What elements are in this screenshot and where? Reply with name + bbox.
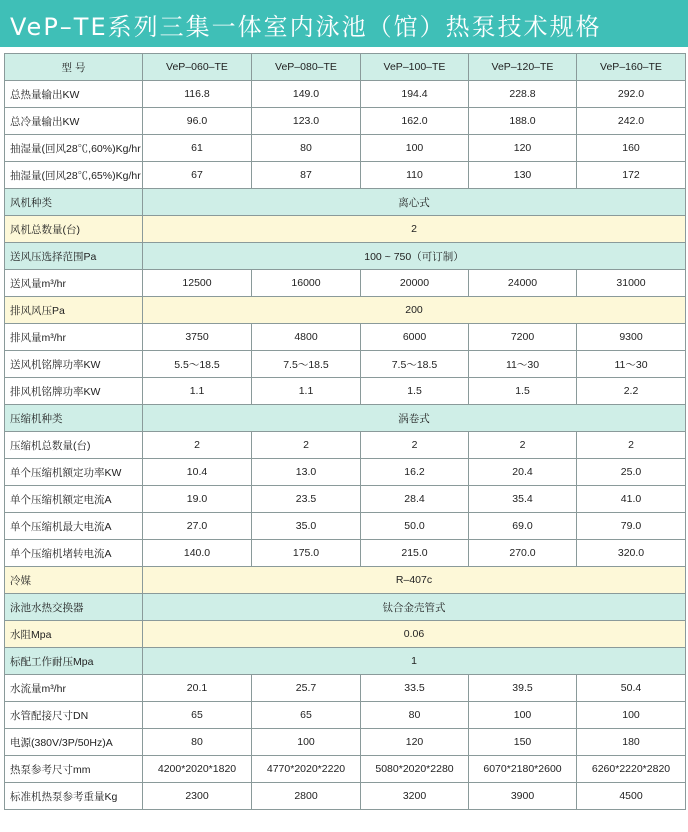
header-model-cell: VeP–160–TE <box>577 54 686 81</box>
value-cell: 2.2 <box>577 378 686 405</box>
merged-value-cell: 100 ~ 750（可订制） <box>143 243 686 270</box>
value-cell: 320.0 <box>577 540 686 567</box>
row-label-cell: 风机总数量(台) <box>5 216 143 243</box>
merged-value-cell: R–407c <box>143 567 686 594</box>
value-cell: 100 <box>361 135 469 162</box>
merged-value-cell: 离心式 <box>143 189 686 216</box>
value-cell: 23.5 <box>252 486 361 513</box>
value-cell: 100 <box>577 702 686 729</box>
row-label-cell: 排风量m³/hr <box>5 324 143 351</box>
value-cell: 116.8 <box>143 81 252 108</box>
row-label-cell: 总冷量输出KW <box>5 108 143 135</box>
spec-table-body <box>5 54 686 810</box>
value-cell: 28.4 <box>361 486 469 513</box>
value-cell: 188.0 <box>469 108 577 135</box>
table-row <box>5 459 686 486</box>
table-row <box>5 729 686 756</box>
row-label-cell: 压缩机种类 <box>5 405 143 432</box>
row-label-cell: 泳池水热交换器 <box>5 594 143 621</box>
value-cell: 4800 <box>252 324 361 351</box>
value-cell: 242.0 <box>577 108 686 135</box>
table-row <box>5 405 686 432</box>
value-cell: 5.5～18.5 <box>143 351 252 378</box>
value-cell: 65 <box>143 702 252 729</box>
value-cell: 4200*2020*1820 <box>143 756 252 783</box>
row-label-cell: 压缩机总数量(台) <box>5 432 143 459</box>
row-label-cell: 排风风压Pa <box>5 297 143 324</box>
table-row <box>5 648 686 675</box>
value-cell: 270.0 <box>469 540 577 567</box>
value-cell: 120 <box>469 135 577 162</box>
row-label-cell: 水阻Mpa <box>5 621 143 648</box>
value-cell: 215.0 <box>361 540 469 567</box>
value-cell: 130 <box>469 162 577 189</box>
value-cell: 20.1 <box>143 675 252 702</box>
table-row <box>5 567 686 594</box>
row-label-cell: 单个压缩机额定功率KW <box>5 459 143 486</box>
table-row <box>5 351 686 378</box>
row-label-cell: 抽湿量(回风28℃,65%)Kg/hr <box>5 162 143 189</box>
value-cell: 87 <box>252 162 361 189</box>
value-cell: 7.5～18.5 <box>361 351 469 378</box>
value-cell: 2 <box>577 432 686 459</box>
value-cell: 1.1 <box>252 378 361 405</box>
table-header-row <box>5 54 686 81</box>
value-cell: 16000 <box>252 270 361 297</box>
value-cell: 2300 <box>143 783 252 810</box>
row-label-cell: 单个压缩机额定电流A <box>5 486 143 513</box>
table-row <box>5 378 686 405</box>
row-label-cell: 热泵参考尺寸mm <box>5 756 143 783</box>
merged-value-cell: 0.06 <box>143 621 686 648</box>
value-cell: 6070*2180*2600 <box>469 756 577 783</box>
value-cell: 2 <box>469 432 577 459</box>
row-label-cell: 电源(380V/3P/50Hz)A <box>5 729 143 756</box>
value-cell: 24000 <box>469 270 577 297</box>
row-label-cell: 标配工作耐压Mpa <box>5 648 143 675</box>
value-cell: 2 <box>361 432 469 459</box>
merged-value-cell: 1 <box>143 648 686 675</box>
value-cell: 69.0 <box>469 513 577 540</box>
value-cell: 2 <box>252 432 361 459</box>
value-cell: 140.0 <box>143 540 252 567</box>
merged-value-cell: 涡卷式 <box>143 405 686 432</box>
row-label-cell: 送风机铭牌功率KW <box>5 351 143 378</box>
value-cell: 19.0 <box>143 486 252 513</box>
table-row <box>5 324 686 351</box>
table-row <box>5 486 686 513</box>
value-cell: 7.5～18.5 <box>252 351 361 378</box>
value-cell: 31000 <box>577 270 686 297</box>
value-cell: 25.0 <box>577 459 686 486</box>
header-label-cell: 型 号 <box>5 54 143 81</box>
value-cell: 292.0 <box>577 81 686 108</box>
row-label-cell: 标准机热泵参考重量Kg <box>5 783 143 810</box>
table-row <box>5 297 686 324</box>
value-cell: 175.0 <box>252 540 361 567</box>
table-row <box>5 216 686 243</box>
value-cell: 3900 <box>469 783 577 810</box>
value-cell: 80 <box>252 135 361 162</box>
value-cell: 65 <box>252 702 361 729</box>
table-row <box>5 189 686 216</box>
value-cell: 80 <box>361 702 469 729</box>
value-cell: 6000 <box>361 324 469 351</box>
value-cell: 80 <box>143 729 252 756</box>
value-cell: 20.4 <box>469 459 577 486</box>
value-cell: 2800 <box>252 783 361 810</box>
value-cell: 11～30 <box>577 351 686 378</box>
row-label-cell: 单个压缩机最大电流A <box>5 513 143 540</box>
value-cell: 7200 <box>469 324 577 351</box>
header-model-cell: VeP–080–TE <box>252 54 361 81</box>
page-title: VeP–TE系列三集一体室内泳池（馆）热泵技术规格 <box>10 13 602 41</box>
row-label-cell: 总热量输出KW <box>5 81 143 108</box>
value-cell: 41.0 <box>577 486 686 513</box>
table-row <box>5 783 686 810</box>
value-cell: 50.4 <box>577 675 686 702</box>
value-cell: 35.0 <box>252 513 361 540</box>
table-row <box>5 162 686 189</box>
table-row <box>5 513 686 540</box>
value-cell: 2 <box>143 432 252 459</box>
row-label-cell: 风机种类 <box>5 189 143 216</box>
value-cell: 16.2 <box>361 459 469 486</box>
row-label-cell: 冷媒 <box>5 567 143 594</box>
value-cell: 1.5 <box>361 378 469 405</box>
value-cell: 10.4 <box>143 459 252 486</box>
value-cell: 4770*2020*2220 <box>252 756 361 783</box>
value-cell: 149.0 <box>252 81 361 108</box>
table-row <box>5 675 686 702</box>
table-row <box>5 540 686 567</box>
value-cell: 33.5 <box>361 675 469 702</box>
value-cell: 35.4 <box>469 486 577 513</box>
row-label-cell: 送风压选择范围Pa <box>5 243 143 270</box>
value-cell: 27.0 <box>143 513 252 540</box>
header-model-cell: VeP–060–TE <box>143 54 252 81</box>
value-cell: 96.0 <box>143 108 252 135</box>
table-row <box>5 756 686 783</box>
row-label-cell: 抽湿量(回风28℃,60%)Kg/hr <box>5 135 143 162</box>
row-label-cell: 单个压缩机堵转电流A <box>5 540 143 567</box>
table-row <box>5 621 686 648</box>
value-cell: 180 <box>577 729 686 756</box>
merged-value-cell: 200 <box>143 297 686 324</box>
table-row <box>5 432 686 459</box>
table-row <box>5 243 686 270</box>
value-cell: 4500 <box>577 783 686 810</box>
value-cell: 150 <box>469 729 577 756</box>
value-cell: 3200 <box>361 783 469 810</box>
value-cell: 3750 <box>143 324 252 351</box>
value-cell: 9300 <box>577 324 686 351</box>
row-label-cell: 送风量m³/hr <box>5 270 143 297</box>
value-cell: 1.1 <box>143 378 252 405</box>
value-cell: 11～30 <box>469 351 577 378</box>
value-cell: 20000 <box>361 270 469 297</box>
table-row <box>5 270 686 297</box>
header-model-cell: VeP–120–TE <box>469 54 577 81</box>
value-cell: 6260*2220*2820 <box>577 756 686 783</box>
title-banner <box>0 0 688 47</box>
value-cell: 162.0 <box>361 108 469 135</box>
value-cell: 1.5 <box>469 378 577 405</box>
value-cell: 67 <box>143 162 252 189</box>
value-cell: 50.0 <box>361 513 469 540</box>
value-cell: 123.0 <box>252 108 361 135</box>
value-cell: 120 <box>361 729 469 756</box>
row-label-cell: 排风机铭牌功率KW <box>5 378 143 405</box>
value-cell: 194.4 <box>361 81 469 108</box>
value-cell: 5080*2020*2280 <box>361 756 469 783</box>
value-cell: 25.7 <box>252 675 361 702</box>
header-model-cell: VeP–100–TE <box>361 54 469 81</box>
value-cell: 79.0 <box>577 513 686 540</box>
merged-value-cell: 钛合金壳管式 <box>143 594 686 621</box>
value-cell: 39.5 <box>469 675 577 702</box>
value-cell: 13.0 <box>252 459 361 486</box>
value-cell: 12500 <box>143 270 252 297</box>
table-row <box>5 594 686 621</box>
table-row <box>5 702 686 729</box>
value-cell: 61 <box>143 135 252 162</box>
table-row <box>5 108 686 135</box>
merged-value-cell: 2 <box>143 216 686 243</box>
table-row <box>5 135 686 162</box>
value-cell: 160 <box>577 135 686 162</box>
table-row <box>5 81 686 108</box>
value-cell: 110 <box>361 162 469 189</box>
value-cell: 100 <box>469 702 577 729</box>
value-cell: 100 <box>252 729 361 756</box>
value-cell: 228.8 <box>469 81 577 108</box>
value-cell: 172 <box>577 162 686 189</box>
spec-table <box>4 53 686 810</box>
row-label-cell: 水流量m³/hr <box>5 675 143 702</box>
row-label-cell: 水管配接尺寸DN <box>5 702 143 729</box>
